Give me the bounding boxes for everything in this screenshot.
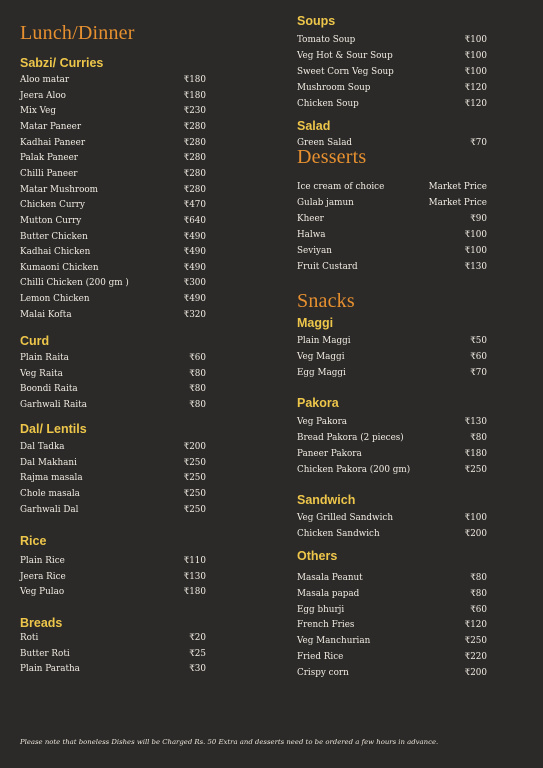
section-title-sandwich: Sandwich bbox=[297, 493, 356, 507]
menu-item-price: ₹70 bbox=[470, 368, 487, 378]
menu-item-row bbox=[20, 647, 206, 661]
menu-item-row bbox=[20, 382, 206, 396]
menu-item-name: Fried Rice bbox=[297, 652, 344, 662]
menu-item-price: ₹490 bbox=[183, 262, 206, 273]
menu-item-row bbox=[20, 167, 206, 181]
menu-item-row bbox=[20, 261, 206, 275]
menu-item-name: Chilli Paneer bbox=[20, 168, 78, 179]
menu-item-row bbox=[20, 276, 206, 290]
menu-item-row bbox=[297, 33, 487, 47]
menu-item-row bbox=[20, 214, 206, 228]
desserts-heading: Desserts bbox=[297, 146, 367, 168]
menu-item-price: ₹250 bbox=[464, 636, 487, 647]
menu-item-name: Halwa bbox=[297, 230, 326, 240]
section-title-breads: Breads bbox=[20, 616, 63, 630]
menu-item-name: Masala papad bbox=[297, 588, 360, 599]
menu-item-row bbox=[20, 292, 206, 306]
menu-item-price: ₹250 bbox=[183, 504, 206, 515]
menu-item-name: Fruit Custard bbox=[297, 262, 358, 272]
section-title-soups: Soups bbox=[297, 14, 336, 28]
menu-item-name: Chicken Curry bbox=[20, 200, 85, 211]
menu-item-price: ₹230 bbox=[183, 106, 206, 117]
menu-item-price: ₹320 bbox=[183, 309, 206, 320]
menu-item-row bbox=[297, 212, 487, 226]
menu-item-name: Aloo matar bbox=[20, 75, 70, 85]
menu-item-row bbox=[297, 634, 487, 648]
menu-item-price: ₹200 bbox=[183, 442, 206, 452]
menu-item-price: ₹490 bbox=[183, 247, 206, 258]
menu-item-name: Plain Maggi bbox=[297, 336, 351, 346]
menu-item-row bbox=[20, 662, 206, 676]
menu-item-name: Seviyan bbox=[297, 246, 332, 256]
menu-item-price: ₹70 bbox=[470, 138, 487, 148]
menu-item-price: ₹100 bbox=[464, 230, 487, 240]
menu-item-name: Dal Makhani bbox=[20, 457, 77, 468]
menu-item-name: Masala Peanut bbox=[297, 573, 363, 583]
menu-item-name: Veg Pulao bbox=[20, 587, 65, 598]
menu-item-row bbox=[20, 585, 206, 599]
menu-item-row bbox=[20, 198, 206, 212]
menu-item-row bbox=[297, 81, 487, 95]
menu-item-name: Kadhai Chicken bbox=[20, 247, 91, 258]
menu-item-row bbox=[297, 49, 487, 63]
menu-item-price: ₹100 bbox=[464, 246, 487, 256]
menu-item-name: Mix Veg bbox=[20, 106, 56, 117]
menu-item-name: Garhwali Raita bbox=[20, 400, 88, 411]
menu-item-price: ₹60 bbox=[470, 352, 487, 362]
menu-item-price: Market Price bbox=[428, 182, 487, 192]
section-title-salad: Salad bbox=[297, 119, 331, 133]
menu-item-row bbox=[297, 180, 487, 194]
snacks-heading: Snacks bbox=[297, 290, 355, 312]
menu-item-price: ₹280 bbox=[183, 137, 206, 148]
menu-item-row bbox=[20, 308, 206, 322]
menu-item-name: French Fries bbox=[297, 620, 355, 631]
menu-item-price: ₹200 bbox=[464, 529, 487, 539]
menu-item-name: Chicken Pakora (200 gm) bbox=[297, 465, 411, 475]
menu-item-price: ₹280 bbox=[183, 121, 206, 132]
menu-item-name: Kadhai Paneer bbox=[20, 137, 86, 148]
menu-item-name: Gulab jamun bbox=[297, 198, 354, 208]
menu-item-name: Kumaoni Chicken bbox=[20, 262, 99, 273]
menu-item-name: Veg Hot & Sour Soup bbox=[297, 51, 393, 61]
menu-item-name: Veg Maggi bbox=[297, 352, 345, 362]
menu-item-price: ₹80 bbox=[189, 400, 206, 411]
menu-item-row bbox=[20, 398, 206, 412]
menu-item-row bbox=[20, 120, 206, 134]
menu-item-name: Paneer Pakora bbox=[297, 449, 362, 459]
menu-item-price: ₹180 bbox=[183, 75, 206, 85]
menu-item-price: ₹25 bbox=[189, 648, 206, 659]
section-title-dal: Dal/ Lentils bbox=[20, 422, 87, 436]
menu-item-price: ₹60 bbox=[470, 604, 487, 615]
menu-item-row bbox=[20, 89, 206, 103]
menu-item-name: Veg Grilled Sandwich bbox=[297, 513, 393, 523]
menu-item-row bbox=[297, 366, 487, 380]
menu-item-row bbox=[297, 244, 487, 258]
menu-item-price: ₹250 bbox=[464, 465, 487, 475]
menu-item-price: ₹250 bbox=[183, 489, 206, 500]
menu-item-price: ₹180 bbox=[464, 449, 487, 459]
menu-item-price: ₹280 bbox=[183, 184, 206, 195]
lunch-dinner-heading: Lunch/Dinner bbox=[20, 22, 135, 44]
menu-item-price: ₹80 bbox=[470, 588, 487, 599]
menu-item-price: ₹80 bbox=[189, 384, 206, 395]
menu-item-price: ₹30 bbox=[189, 664, 206, 675]
menu-item-price: ₹130 bbox=[464, 262, 487, 272]
menu-item-row bbox=[20, 104, 206, 118]
menu-item-name: Boondi Raita bbox=[20, 384, 78, 395]
menu-item-name: Matar Mushroom bbox=[20, 184, 99, 195]
menu-item-row bbox=[297, 334, 487, 348]
menu-item-price: ₹80 bbox=[470, 433, 487, 443]
menu-item-price: ₹200 bbox=[464, 667, 487, 678]
menu-item-price: ₹80 bbox=[470, 573, 487, 583]
menu-item-row bbox=[297, 447, 487, 461]
menu-item-row bbox=[20, 487, 206, 501]
menu-item-name: Chicken Sandwich bbox=[297, 529, 380, 539]
menu-item-name: Crispy corn bbox=[297, 667, 349, 678]
menu-item-name: Lemon Chicken bbox=[20, 294, 90, 305]
menu-item-name: Chicken Soup bbox=[297, 99, 359, 109]
menu-item-row bbox=[297, 603, 487, 617]
menu-item-name: Egg Maggi bbox=[297, 368, 346, 378]
menu-item-row bbox=[20, 351, 206, 365]
menu-item-row bbox=[297, 97, 487, 111]
menu-item-name: Tomato Soup bbox=[297, 35, 356, 45]
menu-item-price: ₹100 bbox=[464, 67, 487, 77]
menu-item-name: Jeera Aloo bbox=[20, 90, 66, 101]
menu-item-price: ₹50 bbox=[470, 336, 487, 346]
menu-item-row bbox=[297, 587, 487, 601]
menu-item-row bbox=[297, 527, 487, 541]
menu-item-name: Plain Raita bbox=[20, 353, 69, 363]
section-title-rice: Rice bbox=[20, 534, 47, 548]
menu-item-price: ₹220 bbox=[464, 652, 487, 662]
menu-item-row bbox=[297, 650, 487, 664]
menu-item-name: Kheer bbox=[297, 214, 324, 224]
menu-item-price: ₹490 bbox=[183, 231, 206, 242]
menu-item-name: Veg Raita bbox=[20, 368, 63, 379]
menu-item-name: Veg Pakora bbox=[297, 417, 348, 427]
menu-item-name: Roti bbox=[20, 633, 39, 643]
menu-item-price: ₹110 bbox=[183, 556, 206, 566]
menu-item-row bbox=[297, 228, 487, 242]
menu-item-name: Egg bhurji bbox=[297, 604, 345, 615]
menu-item-price: ₹250 bbox=[183, 457, 206, 468]
menu-item-price: ₹640 bbox=[183, 215, 206, 226]
menu-item-row bbox=[20, 456, 206, 470]
menu-item-name: Veg Manchurian bbox=[297, 636, 371, 647]
menu-item-row bbox=[20, 230, 206, 244]
menu-item-price: ₹60 bbox=[189, 353, 206, 363]
menu-item-row bbox=[20, 503, 206, 517]
menu-item-price: ₹120 bbox=[464, 99, 487, 109]
menu-item-name: Chole masala bbox=[20, 489, 80, 500]
menu-item-price: ₹100 bbox=[464, 513, 487, 523]
menu-item-row bbox=[297, 618, 487, 632]
menu-item-price: ₹80 bbox=[189, 368, 206, 379]
menu-item-price: ₹280 bbox=[183, 168, 206, 179]
menu-item-name: Dal Tadka bbox=[20, 442, 65, 452]
menu-item-row bbox=[297, 463, 487, 477]
menu-item-name: Chilli Chicken (200 gm ) bbox=[20, 278, 129, 289]
menu-item-row bbox=[297, 260, 487, 274]
menu-item-row bbox=[20, 471, 206, 485]
menu-item-price: ₹180 bbox=[183, 587, 206, 598]
menu-item-row bbox=[20, 367, 206, 381]
menu-item-name: Butter Roti bbox=[20, 648, 70, 659]
section-title-sabzi: Sabzi/ Curries bbox=[20, 56, 104, 70]
menu-item-price: ₹300 bbox=[183, 278, 206, 289]
menu-item-row bbox=[20, 245, 206, 259]
menu-item-name: Malai Kofta bbox=[20, 309, 72, 320]
menu-item-row bbox=[20, 554, 206, 568]
menu-item-price: ₹130 bbox=[183, 571, 206, 582]
section-title-pakora: Pakora bbox=[297, 396, 339, 410]
menu-item-price: ₹470 bbox=[183, 200, 206, 211]
menu-item-name: Bread Pakora (2 pieces) bbox=[297, 433, 404, 443]
menu-item-row bbox=[20, 631, 206, 645]
menu-item-name: Matar Paneer bbox=[20, 121, 82, 132]
menu-item-row bbox=[297, 666, 487, 680]
menu-item-name: Green Salad bbox=[297, 138, 353, 148]
menu-item-name: Mushroom Soup bbox=[297, 83, 371, 93]
section-title-maggi: Maggi bbox=[297, 316, 334, 330]
menu-item-name: Plain Paratha bbox=[20, 664, 80, 675]
menu-item-price: ₹100 bbox=[464, 35, 487, 45]
menu-item-price: ₹280 bbox=[183, 153, 206, 164]
menu-item-row bbox=[297, 431, 487, 445]
menu-item-row bbox=[297, 415, 487, 429]
menu-item-name: Garhwali Dal bbox=[20, 504, 79, 515]
menu-item-row bbox=[20, 151, 206, 165]
menu-item-price: ₹120 bbox=[464, 620, 487, 631]
menu-item-row bbox=[20, 73, 206, 87]
section-title-others: Others bbox=[297, 549, 338, 563]
menu-item-row bbox=[297, 350, 487, 364]
menu-item-name: Sweet Corn Veg Soup bbox=[297, 67, 394, 77]
menu-item-name: Jeera Rice bbox=[20, 571, 66, 582]
menu-item-price: ₹130 bbox=[464, 417, 487, 427]
menu-item-price: ₹490 bbox=[183, 294, 206, 305]
menu-item-price: ₹250 bbox=[183, 473, 206, 484]
menu-item-price: Market Price bbox=[428, 198, 487, 208]
menu-item-price: ₹20 bbox=[189, 633, 206, 643]
section-title-curd: Curd bbox=[20, 334, 50, 348]
menu-item-row bbox=[20, 440, 206, 454]
menu-item-row bbox=[297, 571, 487, 585]
menu-item-price: ₹120 bbox=[464, 83, 487, 93]
menu-item-name: Mutton Curry bbox=[20, 215, 82, 226]
menu-item-row bbox=[20, 183, 206, 197]
menu-item-price: ₹180 bbox=[183, 90, 206, 101]
menu-item-name: Ice cream of choice bbox=[297, 182, 385, 192]
menu-item-name: Butter Chicken bbox=[20, 231, 88, 242]
menu-item-row bbox=[20, 136, 206, 150]
menu-item-name: Plain Rice bbox=[20, 556, 65, 566]
menu-item-price: ₹90 bbox=[470, 214, 487, 224]
menu-item-row bbox=[297, 511, 487, 525]
menu-item-name: Rajma masala bbox=[20, 473, 83, 484]
menu-item-row bbox=[297, 196, 487, 210]
footer-note: Please note that boneless Dishes will be Charged Rs. 50 Extra and desserts need to be ordered a few hours in advance. bbox=[20, 738, 439, 746]
menu-item-price: ₹100 bbox=[464, 51, 487, 61]
menu-item-row bbox=[20, 570, 206, 584]
menu-item-row bbox=[297, 65, 487, 79]
menu-item-name: Palak Paneer bbox=[20, 153, 79, 164]
